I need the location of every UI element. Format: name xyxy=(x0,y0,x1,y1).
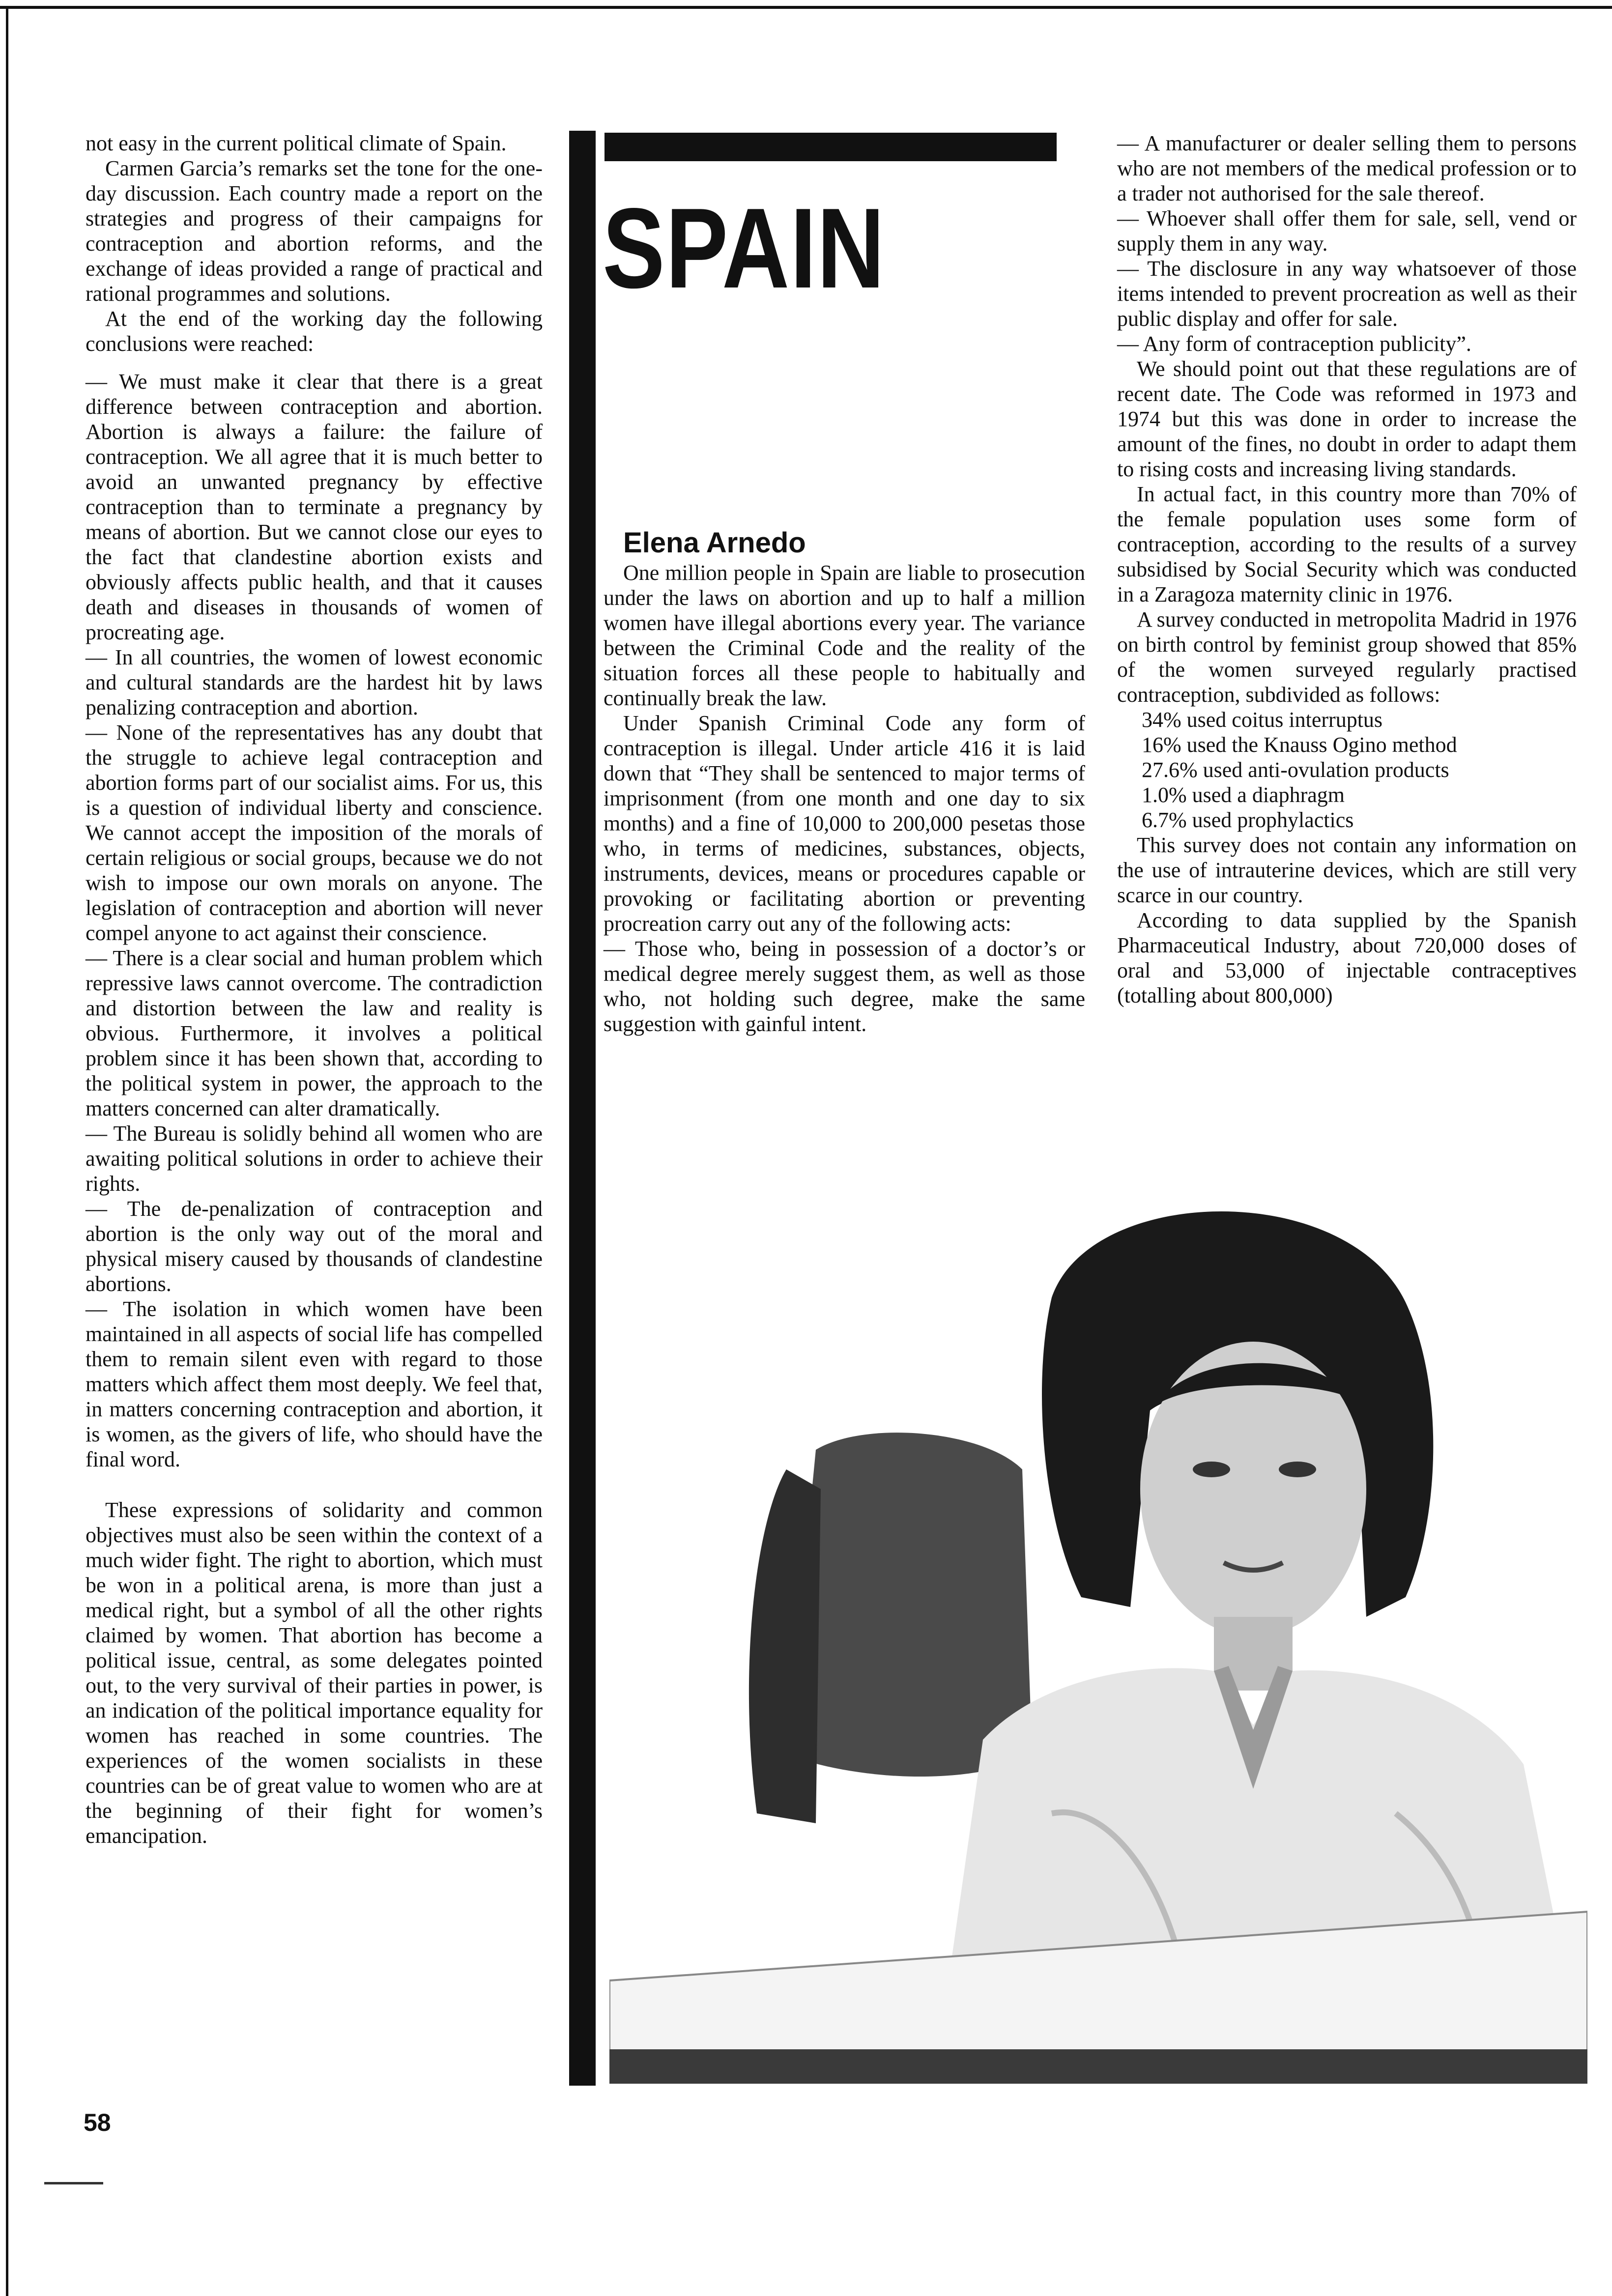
dash-item: — A manufacturer or dealer selling them to persons who are not members of the medical profession or to a trader not authorised for the sale thereof. xyxy=(1117,131,1577,205)
list-item: 34% used coitus interruptus xyxy=(1142,708,1383,732)
conclusion-item: — The isolation in which women have been maintained in all aspects of social life has compelled them to remain silent even with regard to those matters which affect them most deeply. We feel that, in matters concerning contraception and abortion, it is women, as the givers of life, who should have the final word. xyxy=(86,1297,543,1471)
list-item: 27.6% used anti-ovulation products xyxy=(1142,758,1449,782)
chair-back xyxy=(786,1433,1032,1777)
paragraph: We should point out that these regulations are of recent date. The Code was reformed in 1973 and 1974 but this was done in order to increase the amount of the fines, no doubt in order to adapt them to rising costs and increasing living standards. xyxy=(1117,357,1577,481)
paragraph: A survey conducted in metropolita Madrid in 1976 on birth control by feminist group showed that 85% of the women surveyed regularly practised contraception, subdivided as follows: xyxy=(1117,607,1577,707)
dash-item: — Whoever shall offer them for sale, sell, vend or supply them in any way. xyxy=(1117,206,1577,256)
title-bar xyxy=(604,133,1057,161)
paragraph: not easy in the current political climate of Spain. xyxy=(86,131,507,155)
paragraph: This survey does not contain any information on the use of intrauterine devices, which are still very scarce in our country. xyxy=(1117,833,1577,907)
dash-item: — The disclosure in any way whatsoever of those items intended to prevent procreation as well as their public display and offer for sale. xyxy=(1117,257,1577,331)
vertical-rule xyxy=(569,131,596,2086)
paragraph: One million people in Spain are liable to prosecution under the laws on abortion and up to half a million women have illegal abortions every year. The variance between the Criminal Code and the reality of the situation forces all these people to habitually and continually break the law. xyxy=(604,561,1085,710)
page-border-left xyxy=(6,6,8,2296)
author-byline: Elena Arnedo xyxy=(623,527,806,559)
paragraph: These expressions of solidarity and common objectives must also be seen within the context of a much wider fight. The right to abortion, which must be won in a political arena, is more than just a medical right, but a symbol of all the other rights claimed by women. That abortion has become a political issue, central, as some delegates pointed out, to the very survival of their parties in power, is an indication of the political importance equality for women has reached in some countries. The experiences of the women socialists in these countries can be of great value to women who are at the beginning of their fight for women’s emancipation. xyxy=(86,1498,543,1848)
conclusion-item: — We must make it clear that there is a great difference between contraception and abortion. Abortion is always a failure: the failure of contraception. We all agree that it is much better to avoid an unwanted pregnancy by effective contraception than to terminate a pregnancy by means of abortion. But we cannot close our eyes to the fact that clandestine abortion exists and obviously affects public health, and that it causes death and diseases in thousands of women of procreating age. xyxy=(86,370,543,644)
conclusion-item: — The de-penalization of contraception and abortion is the only way out of the moral and physical misery caused by thousands of clandestine abortions. xyxy=(86,1197,543,1296)
author-photo xyxy=(609,1175,1587,2084)
conclusion-item: — There is a clear social and human problem which repressive laws cannot overcome. The contradiction and distortion between the law and reality is obvious. Furthermore, it involves a political problem since it has been shown that, according to the political system in power, the approach to the matters concerned can alter dramatically. xyxy=(86,946,543,1120)
list-item: 16% used the Knauss Ogino method xyxy=(1142,733,1457,757)
left-column xyxy=(86,131,543,1848)
conclusion-item: — None of the representatives has any doubt that the struggle to achieve legal contraception and abortion forms part of our socialist aims. For us, this is a question of individual liberty and conscience. We cannot accept the imposition of the morals of certain religious or social groups, because we do not wish to impose our own morals on anyone. The legislation of contraception and abortion will never compel anyone to act against their conscience. xyxy=(86,720,543,945)
list-item: 1.0% used a diaphragm xyxy=(1142,783,1345,807)
article-title: SPAIN xyxy=(603,185,886,312)
right-eye xyxy=(1279,1462,1316,1477)
paragraph: At the end of the working day the following conclusions were reached: xyxy=(86,307,543,356)
dash-item: — Those who, being in possession of a doctor’s or medical degree merely suggest them, as well as those who, not holding such degree, make the same suggestion with gainful intent. xyxy=(604,937,1085,1036)
right-column xyxy=(1117,131,1577,1008)
spacer xyxy=(86,356,543,369)
conclusion-item: — In all countries, the women of lowest economic and cultural standards are the hardest hit by laws penalizing contraception and abortion. xyxy=(86,645,543,719)
dash-item: — Any form of contraception publicity”. xyxy=(1117,332,1471,356)
conclusion-item: — The Bureau is solidly behind all women who are awaiting political solutions in order to achieve their rights. xyxy=(86,1121,543,1196)
paragraph: According to data supplied by the Spanish Pharmaceutical Industry, about 720,000 doses of oral and 53,000 of injectable contraceptives (totalling about 800,000) xyxy=(1117,908,1577,1007)
bottom-rule xyxy=(44,2182,103,2184)
paragraph: In actual fact, in this country more than 70% of the female population uses some form of contraception, according to the results of a survey subsidised by Social Security which was conducted in a Zaragoza maternity clinic in 1976. xyxy=(1117,482,1577,606)
page-border-top xyxy=(0,6,1612,9)
spacer xyxy=(86,1472,543,1497)
survey-list xyxy=(1117,707,1577,832)
middle-column xyxy=(604,526,1085,1036)
list-item: 6.7% used prophylactics xyxy=(1142,808,1354,832)
page-number: 58 xyxy=(84,2109,111,2136)
portrait-illustration xyxy=(609,1175,1587,2084)
paragraph: Under Spanish Criminal Code any form of contraception is illegal. Under article 416 it is laid down that “They shall be sentenced to major terms of imprisonment (from one month and one day to six months) and a fine of 10,000 to 200,000 pesetas those who, in terms of medicines, substances, objects, instruments, devices, means or procedures capable or provoking or facilitating abortion or preventing procreation carry out any of the following acts: xyxy=(604,711,1085,936)
photo-bottom-shadow xyxy=(609,2049,1587,2084)
paragraph: Carmen Garcia’s remarks set the tone for the one-day discussion. Each country made a report on the strategies and progress of their campaigns for contraception and abortion reforms, and the exchange of ideas provided a range of practical and rational programmes and solutions. xyxy=(86,156,543,306)
left-eye xyxy=(1193,1462,1230,1477)
